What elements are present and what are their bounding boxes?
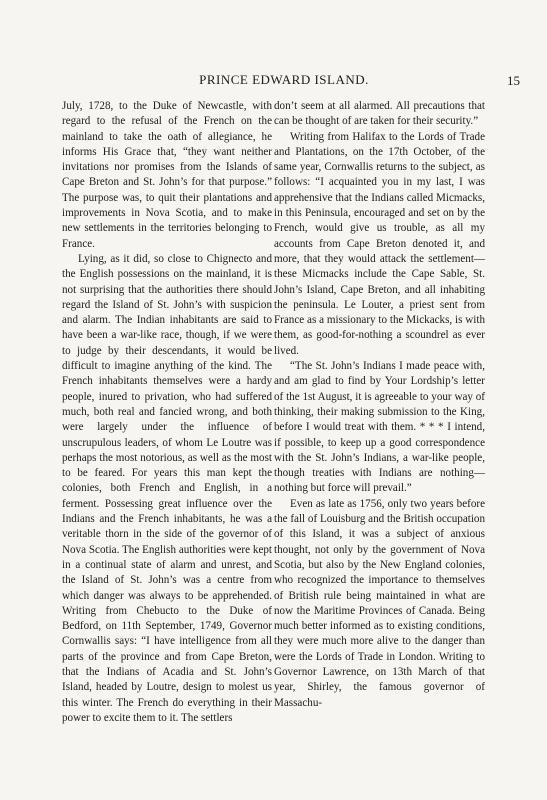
paragraph: Writing from Halifax to the Lords of Trade and Plantations, on the 17th October, of the same year, Cornwallis returns to the subject, as follows: “I acquainted you in my last, I was apprehensive that the Indians called Micmacks, in this Peninsula, encouraged and set on by the French, would give us trouble, as all my accounts from Cape Breton denoted it, and more, that they would attack the settlement—these Micmacks include the Cape Sable, St. John’s Island, Cape Breton, and all inhabiting the peninsula. Le Louter, a priest sent from France as a missionary to the Mickacks, is with them, as good-for-nothing a scoundrel as ever lived. [274, 130, 485, 357]
paragraph: “The St. John’s Indians I made peace with, and am glad to find by Your Lordship’s letter of the 1st August, it is agreeable to your way of thinking, their making submission to the King, before I would treat with them. * * * I intend, if possible, to keep up a good correspondence with the St. John’s Indians, a war-like people, though treaties with Indians are nothing—nothing but force will prevail.” [274, 360, 485, 495]
left-column [62, 99, 272, 726]
paragraph: don’t seem at all alarmed. All precautions that can be thought of are taken for their security.” [274, 100, 485, 128]
running-title: PRINCE EDWARD ISLAND. [199, 72, 369, 87]
paragraph: Even as late as 1756, only two years before the fall of Louisburg and the British occupation of this Island, it was a subject of anxious thought, not only by the government of Nova Scotia, but also by the New England colonies, who recognized the importance to themselves of British rule being maintained in what are now the Maritime Provinces of Canada. Being much better informed as to existing conditions, they were much more alive to the danger than were the Lords of Trade in London. Writing to Governor Lawrence, on 13th March of that year, Shirley, the famous governor of Massachu- [274, 497, 485, 709]
paragraph: July, 1728, to the Duke of Newcastle, with regard to the refusal of the French on the mainland to take the oath of allegiance, he informs His Grace that, “they want neither invitations nor promises from the Islands of Cape Breton and St. John’s for that purpose.” The purpose was, to quit their plantations and improvements in Nova Scotia, and to make new settlements in the territories belonging to France. [62, 100, 272, 250]
page-header [48, 72, 520, 90]
paragraph: Lying, as it did, so close to Chignecto and the English possessions on the mainland, it is not surprising that the authorities there should regard the Island of St. John’s with suspicion and alarm. The Indian inhabitants are said to have been a war-like race, though, if we were to judge by their descendants, it would be difficult to imagine anything of the kind. The French inhabitants themselves were a hardy people, inured to privation, who had suffered much, both real and fancied wrong, and both were largely under the influence of unscrupulous leaders, of whom Le Loutre was perhaps the most notorious, as well as the most to be feared. For years this man kept the colonies, both French and English, in a ferment. Possessing great influence over the Indians and the French inhabitants, he was a veritable thorn in the side of the governor of Nova Scotia. The English authorities were kept in a continual state of alarm and unrest, and the Island of St. John’s was a centre from which danger was always to be apprehended. Writing from Chebucto to the Duke of Bedford, on 11th September, 1749, Governor Cornwallis says: “I have intelligence from all parts of the province and from Cape Breton, that the Indians of Acadia and St. John’s Island, headed by Loutre, design to molest us this winter. The French do everything in their power to excite them to it. The settlers [62, 252, 272, 724]
page-number: 15 [507, 73, 520, 88]
right-column [274, 99, 485, 711]
